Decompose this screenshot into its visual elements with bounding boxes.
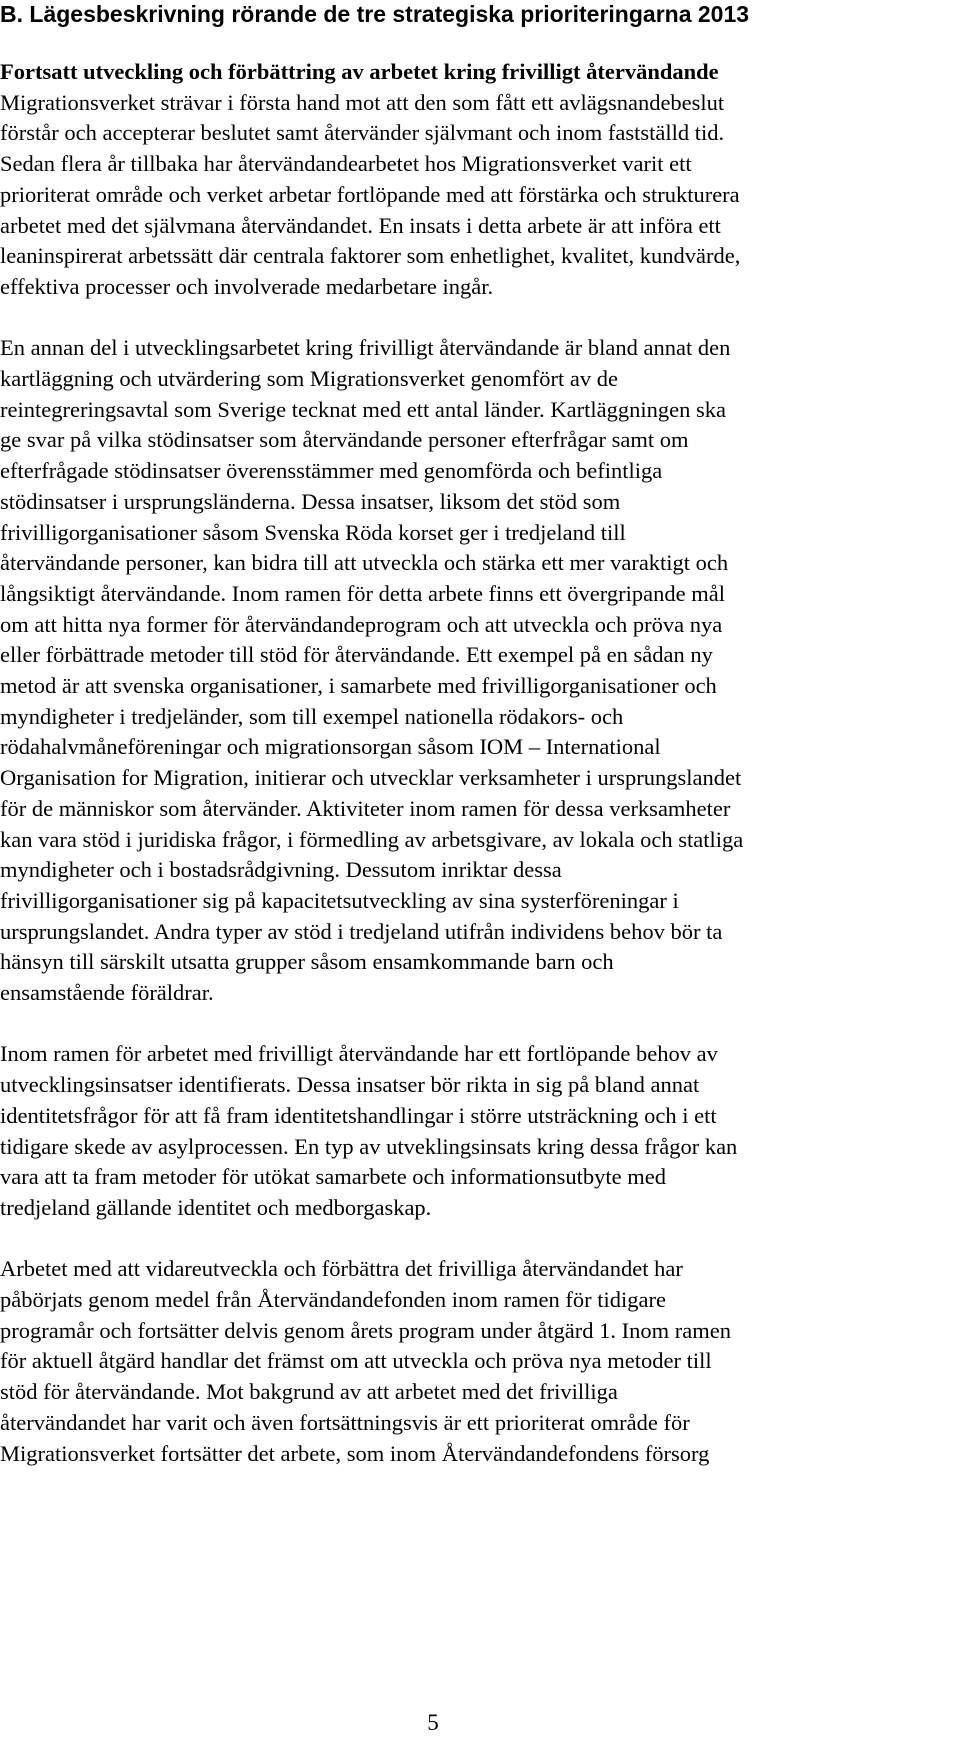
text-line: metod är att svenska organisationer, i samarbete med frivilligorganisationer och (0, 673, 717, 699)
text-line: för aktuell åtgärd handlar det främst om att utveckla och pröva nya metoder till (0, 1348, 712, 1374)
text-line: vara att ta fram metoder för utökat samarbete och informationsutbyte med (0, 1164, 667, 1190)
text-line: Arbetet med att vidareutveckla och förbättra det frivilliga återvändandet har (0, 1256, 683, 1282)
text-line: stödinsatser i ursprungsländerna. Dessa insatser, liksom det stöd som (0, 488, 621, 514)
text-line: Organisation for Migration, initierar och utvecklar verksamheter i ursprungslandet (0, 765, 742, 791)
text-line: myndigheter och i bostadsrådgivning. Dessutom inriktar dessa (0, 857, 562, 883)
paragraph (0, 333, 960, 1008)
paragraph-gap (0, 1009, 960, 1040)
text-line: En annan del i utvecklingsarbetet kring frivilligt återvändande är bland annat den (0, 335, 731, 361)
text-line: utvecklingsinsatser identifierats. Dessa insatser bör rikta in sig på bland annat (0, 1072, 700, 1098)
text-line: arbetet med det självmana återvändandet. En insats i detta arbete är att införa ett (0, 212, 721, 238)
text-line: Migrationsverket fortsätter det arbete, som inom Återvändandefondens försorg (0, 1440, 710, 1466)
text-line: tredjeland gällande identitet och medborgaskap. (0, 1194, 432, 1220)
text-line: effektiva processer och involverade medarbetare ingår. (0, 273, 494, 299)
text-line: långsiktigt återvändande. Inom ramen för detta arbete finns ett övergripande mål (0, 580, 725, 606)
text-line: förstår och accepterar beslutet samt återvänder självmant och inom fastställd tid. (0, 120, 725, 146)
text-line: stöd för återvändande. Mot bakgrund av att arbetet med det frivilliga (0, 1379, 618, 1405)
subsection-heading: Fortsatt utveckling och förbättring av arbetet kring frivilligt återvändande (0, 59, 719, 84)
paragraph-container (0, 88, 960, 1470)
text-line: tidigare skede av asylprocessen. En typ av utveklingsinsats kring dessa frågor kan (0, 1133, 738, 1159)
text-line: rödahalvmåneföreningar och migrationsorgan såsom IOM – International (0, 734, 661, 760)
text-line: identitetsfrågor för att få fram identitetshandlingar i större utsträckning och i ett (0, 1102, 717, 1128)
text-line: prioriterat område och verket arbetar fortlöpande med att förstärka och strukturera (0, 181, 740, 207)
document-body (0, 57, 960, 1469)
text-line: återvändande personer, kan bidra till att utveckla och stärka ett mer varaktigt och (0, 550, 729, 576)
paragraph (0, 1254, 960, 1469)
text-line: ge svar på vilka stödinsatser som återvändande personer efterfrågar samt om (0, 427, 689, 453)
paragraph (0, 1039, 960, 1223)
paragraph-gap (0, 303, 960, 334)
section-heading: B. Lägesbeskrivning rörande de tre strategiska prioriteringarna 2013 (0, 1, 750, 27)
text-line: reintegreringsavtal som Sverige tecknat med ett antal länder. Kartläggningen ska (0, 396, 726, 422)
text-line: myndigheter i tredjeländer, som till exempel nationella rödakors- och (0, 703, 624, 729)
text-line: eller förbättrade metoder till stöd för återvändande. Ett exempel på en sådan ny (0, 642, 713, 668)
paragraph (0, 88, 960, 303)
text-line: frivilligorganisationer såsom Svenska Röda korset ger i tredjeland till (0, 519, 626, 545)
text-line: återvändandet har varit och även fortsättningsvis är ett prioriterat område för (0, 1409, 690, 1435)
text-line: påbörjats genom medel från Återvändandefonden inom ramen för tidigare (0, 1287, 667, 1313)
text-line: om att hitta nya former för återvändandeprogram och att utveckla och pröva nya (0, 611, 723, 637)
text-line: frivilligorganisationer sig på kapacitetsutveckling av sina systerföreningar i (0, 887, 679, 913)
text-line: kan vara stöd i juridiska frågor, i förmedling av arbetsgivare, av lokala och statliga (0, 826, 744, 852)
text-line: kartläggning och utvärdering som Migrationsverket genomfört av de (0, 366, 618, 392)
text-line: Sedan flera år tillbaka har återvändandearbetet hos Migrationsverket varit ett (0, 151, 692, 177)
page-number: 5 (427, 1710, 439, 1735)
text-line: Migrationsverket strävar i första hand mot att den som fått ett avlägsnandebeslut (0, 89, 725, 115)
text-line: ursprungslandet. Andra typer av stöd i tredjeland utifrån individens behov bör ta (0, 918, 723, 944)
text-line: programår och fortsätter delvis genom årets program under åtgärd 1. Inom ramen (0, 1317, 731, 1343)
text-line: Inom ramen för arbetet med frivilligt återvändande har ett fortlöpande behov av (0, 1041, 718, 1067)
text-line: ensamstående föräldrar. (0, 980, 214, 1006)
paragraph-gap (0, 1224, 960, 1255)
text-line: leaninspirerat arbetssätt där centrala faktorer som enhetlighet, kvalitet, kundvärde, (0, 243, 741, 269)
text-line: efterfrågade stödinsatser överensstämmer med genomförda och befintliga (0, 458, 663, 484)
text-line: hänsyn till särskilt utsatta grupper såsom ensamkommande barn och (0, 949, 614, 975)
text-line: för de människor som återvänder. Aktiviteter inom ramen för dessa verksamheter (0, 795, 731, 821)
